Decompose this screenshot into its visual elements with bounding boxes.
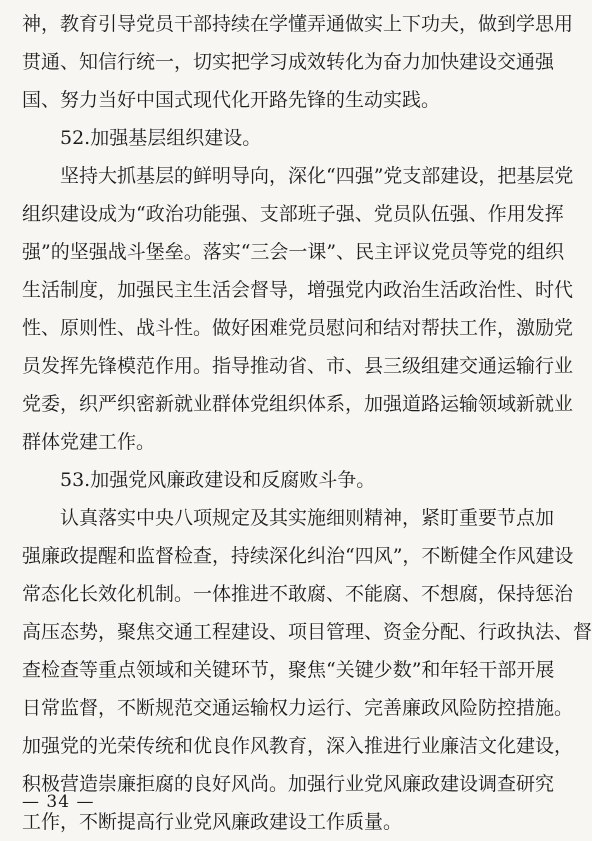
paragraph-line: 加强党的光荣传统和优良作风教育，深入推进行业廉洁文化建设， (22, 735, 574, 757)
page-number: — 34 — (22, 792, 95, 812)
paragraph-line: 常态化长效化机制。一体推进不敢腐、不能腐、不想腐，保持惩治 (22, 583, 574, 605)
paragraph-line: 国、努力当好中国式现代化开路先锋的生动实践。 (22, 89, 441, 111)
paragraph-line: 组织建设成为“政治功能强、支部班子强、党员队伍强、作用发挥 (22, 203, 564, 225)
paragraph-line: 性、原则性、战斗性。做好困难党员慰问和结对帮扶工作，激励党 (22, 317, 574, 339)
paragraph-line: 高压态势，聚焦交通工程建设、项目管理、资金分配、行政执法、督 (22, 621, 592, 643)
paragraph-line: 认真落实中央八项规定及其实施细则精神，紧盯重要节点加 (60, 507, 555, 529)
paragraph-line: 强”的坚强战斗堡垒。落实“三会一课”、民主评议党员等党的组织 (22, 241, 565, 263)
paragraph-line: 员发挥先锋模范作用。指导推动省、市、县三级组建交通运输行业 (22, 355, 574, 377)
paragraph-line: 查检查等重点领域和关键环节，聚焦“关键少数”和年轻干部开展 (22, 659, 555, 681)
paragraph-line: 日常监督，不断规范交通运输权力运行、完善廉政风险防控措施。 (22, 697, 574, 719)
section-heading-53: 53.加强党风廉政建设和反腐败斗争。 (60, 469, 376, 491)
paragraph-line: 生活制度，加强民主生活会督导，增强党内政治生活政治性、时代 (22, 279, 574, 301)
section-heading-52: 52.加强基层组织建设。 (60, 127, 262, 149)
paragraph-line: 贯通、知信行统一，切实把学习成效转化为奋力加快建设交通强 (22, 51, 555, 73)
paragraph-line: 党委，织严织密新就业群体党组织体系，加强道路运输领域新就业 (22, 393, 574, 415)
paragraph-line: 积极营造崇廉拒腐的良好风尚。加强行业党风廉政建设调查研究 (22, 773, 555, 795)
paragraph-line: 工作，不断提高行业党风廉政建设工作质量。 (22, 811, 403, 833)
paragraph-line: 强廉政提醒和监督检查，持续深化纠治“四风”，不断健全作风建设 (22, 545, 574, 567)
paragraph-line: 神，教育引导党员干部持续在学懂弄通做实上下功夫，做到学思用 (22, 13, 574, 35)
paragraph-line: 群体党建工作。 (22, 431, 156, 453)
paragraph-line: 坚持大抓基层的鲜明导向，深化“四强”党支部建设，把基层党 (60, 165, 574, 187)
